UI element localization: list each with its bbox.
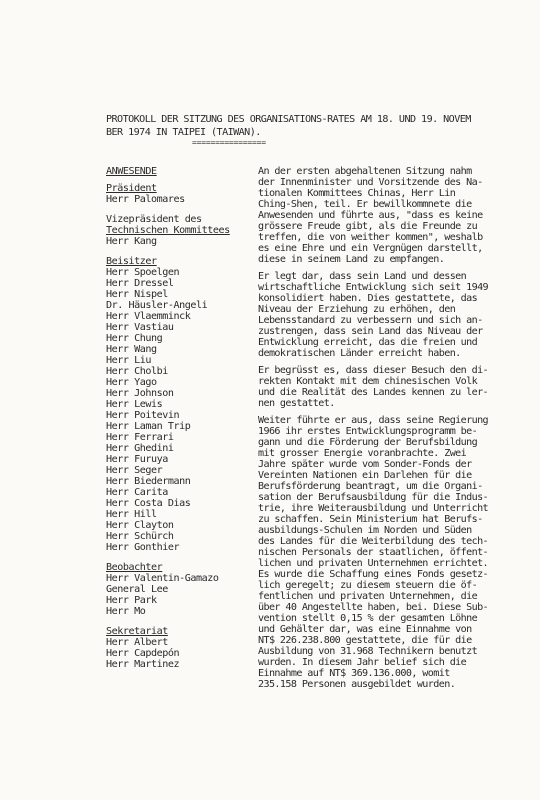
beisitzer-name: Herr Poitevin: [106, 410, 180, 421]
body-line: mit grosser Energie voranbrachte. Zwei: [258, 448, 467, 459]
body-paragraph: [258, 271, 528, 359]
body-line: NT$ 226.238.800 gestattete, die für die: [258, 635, 472, 646]
body-line: vention stellt 0,15 % der gesamten Löhne: [258, 613, 478, 624]
body-line: Ausbildung von 31.968 Technikern benutzt: [258, 646, 478, 657]
beisitzer-name: Herr Spoelgen: [106, 267, 180, 278]
body-line: An der ersten abgehaltenen Sitzung nahm: [258, 166, 472, 177]
beisitzer-name: Herr Lewis: [106, 399, 163, 410]
beisitzer-name: Herr Costa Dias: [106, 498, 191, 509]
beisitzer-name: Herr Yago: [106, 377, 157, 388]
minutes-body: [258, 166, 528, 690]
body-line: Anwesenden und führte aus, "dass es keine: [258, 210, 483, 221]
beisitzer-name: Herr Nispel: [106, 289, 168, 300]
body-line: Er legt dar, dass sein Land und dessen: [258, 271, 467, 282]
beisitzer-name: Herr Liu: [106, 355, 152, 366]
beisitzer-name: Dr. Häusler-Angeli: [106, 300, 208, 311]
beisitzer-name: Herr Furuya: [106, 454, 168, 465]
body-line: Vereinten Nationen ein Darlehen für die: [258, 470, 472, 481]
body-line: 235.158 Personen ausgebildet wurden.: [258, 679, 456, 690]
body-line: demokratischen Länder erreicht haben.: [258, 348, 461, 359]
beobachter-name: Herr Mo: [106, 606, 146, 617]
body-line: Ching-Shen, teil. Er bewillkommnete die: [258, 199, 472, 210]
body-line: nischen Personals der staatlichen, öffent-: [258, 547, 489, 558]
beisitzer-name: Herr Dressel: [106, 278, 174, 289]
body-line: gann und die Förderung der Berufsbildung: [258, 437, 478, 448]
sekretariat-name: Herr Albert: [106, 637, 168, 648]
body-line: konsolidiert haben. Dies gestattete, das: [258, 293, 478, 304]
body-line: tionalen Kommittees Chinas, Herr Lin: [258, 188, 456, 199]
body-line: Es wurde die Schaffung eines Fonds gesetz-: [258, 569, 489, 580]
attendance-column: [106, 166, 258, 670]
body-line: Weiter führte er aus, dass seine Regierung: [258, 415, 489, 426]
body-line: lichen und privaten Unternehmen errichtet.: [258, 558, 489, 569]
beisitzer-name: Herr Laman Trip: [106, 421, 191, 432]
title-underline: ================: [192, 139, 266, 147]
beobachter-name: Herr Valentin-Gamazo: [106, 573, 219, 584]
body-line: Jahre später wurde vom Sonder-Fonds der: [258, 459, 472, 470]
body-line: ausbildungs-Schulen im Norden und Süden: [258, 525, 472, 536]
body-line: fentlichen und privaten Unternehmen, die: [258, 591, 478, 602]
body-paragraph: [258, 365, 528, 409]
beobachter-label: Beobachter: [106, 562, 163, 573]
praesident-name: Herr Palomares: [106, 194, 185, 205]
body-line: Einnahme auf NT$ 369.136.000, womit: [258, 668, 450, 679]
body-line: nen gestattet.: [258, 398, 335, 409]
beisitzer-label: Beisitzer: [106, 256, 157, 267]
attendance-heading: ANWESENDE: [106, 166, 157, 177]
body-line: zu schaffen. Sein Ministerium hat Berufs-: [258, 514, 483, 525]
beisitzer-name: Herr Ferrari: [106, 432, 174, 443]
vizepraesident-label-1: Vizepräsident des: [106, 214, 202, 225]
praesident-label: Präsident: [106, 183, 157, 194]
body-line: wurden. In diesem Jahr belief sich die: [258, 657, 467, 668]
body-line: zustrengen, dass sein Land das Niveau der: [258, 326, 483, 337]
body-line: Lebensstandard zu verbessern und sich an-: [258, 315, 483, 326]
beisitzer-name: Herr Vastiau: [106, 322, 174, 333]
beisitzer-name: Herr Chung: [106, 333, 163, 344]
body-line: grössere Freude gibt, als die Freunde zu: [258, 221, 478, 232]
sekretariat-name: Herr Capdepón: [106, 648, 180, 659]
body-line: Berufsförderung beantragt, um die Organi-: [258, 481, 483, 492]
beobachter-list: [106, 573, 258, 617]
beisitzer-name: Herr Cholbi: [106, 366, 168, 377]
beisitzer-name: Herr Johnson: [106, 388, 174, 399]
body-line: der Innenminister und Vorsitzende des Na-: [258, 177, 483, 188]
sekretariat-list: [106, 637, 258, 670]
document-title: [106, 113, 538, 139]
beobachter-name: Herr Park: [106, 595, 157, 606]
body-line: Niveau der Erziehung zu erhöhen, den: [258, 304, 456, 315]
body-line: Er begrüsst es, dass dieser Besuch den di-: [258, 365, 489, 376]
beisitzer-name: Herr Carita: [106, 487, 168, 498]
beisitzer-name: Herr Gonthier: [106, 542, 180, 553]
vizepraesident-name: Herr Kang: [106, 236, 157, 247]
title-line-2: BER 1974 IN TAIPEI (TAIWAN).: [106, 127, 261, 138]
sekretariat-name: Herr Martinez: [106, 659, 180, 670]
body-line: sation der Berufsausbildung für die Indus-: [258, 492, 489, 503]
beisitzer-name: Herr Seger: [106, 465, 163, 476]
body-line: Entwicklung erreicht, das die freien und: [258, 337, 478, 348]
body-line: über 40 Angestellte haben, bei. Diese Sub-: [258, 602, 489, 613]
body-line: lich geregelt; zu diesem steuern die öf-: [258, 580, 478, 591]
body-line: treffen, die von weither kommen", weshalb: [258, 232, 483, 243]
body-paragraph: [258, 415, 528, 690]
body-line: und die Realität des Landes kennen zu ler-: [258, 387, 489, 398]
body-line: 1966 ihr erstes Entwicklungsprogramm be-: [258, 426, 478, 437]
body-line: es eine Ehre und ein Vergnügen darstellt,: [258, 243, 483, 254]
vizepraesident-label-2: Technischen Kommittees: [106, 225, 230, 236]
body-paragraph: [258, 166, 528, 265]
beisitzer-name: Herr Schürch: [106, 531, 174, 542]
body-line: wirtschaftliche Entwicklung sich seit 1949: [258, 282, 489, 293]
body-line: des Landes für die Weiterbildung des tech-: [258, 536, 489, 547]
beisitzer-name: Herr Ghedini: [106, 443, 174, 454]
sekretariat-label: Sekretariat: [106, 626, 168, 637]
body-line: diese in seinem Land zu empfangen.: [258, 254, 445, 265]
beisitzer-name: Herr Vlaemminck: [106, 311, 191, 322]
beobachter-name: General Lee: [106, 584, 168, 595]
title-line-1: PROTOKOLL DER SITZUNG DES ORGANISATIONS-RATES AM 18. UND 19. NOVEM: [106, 114, 471, 125]
beisitzer-list: [106, 267, 258, 553]
body-line: rekten Kontakt mit dem chinesischen Volk: [258, 376, 478, 387]
beisitzer-name: Herr Clayton: [106, 520, 174, 531]
beisitzer-name: Herr Wang: [106, 344, 157, 355]
body-line: trie, ihre Weiterausbildung und Unterricht: [258, 503, 489, 514]
body-line: und Gehälter dar, was eine Einnahme von: [258, 624, 472, 635]
beisitzer-name: Herr Biedermann: [106, 476, 191, 487]
beisitzer-name: Herr Hill: [106, 509, 157, 520]
